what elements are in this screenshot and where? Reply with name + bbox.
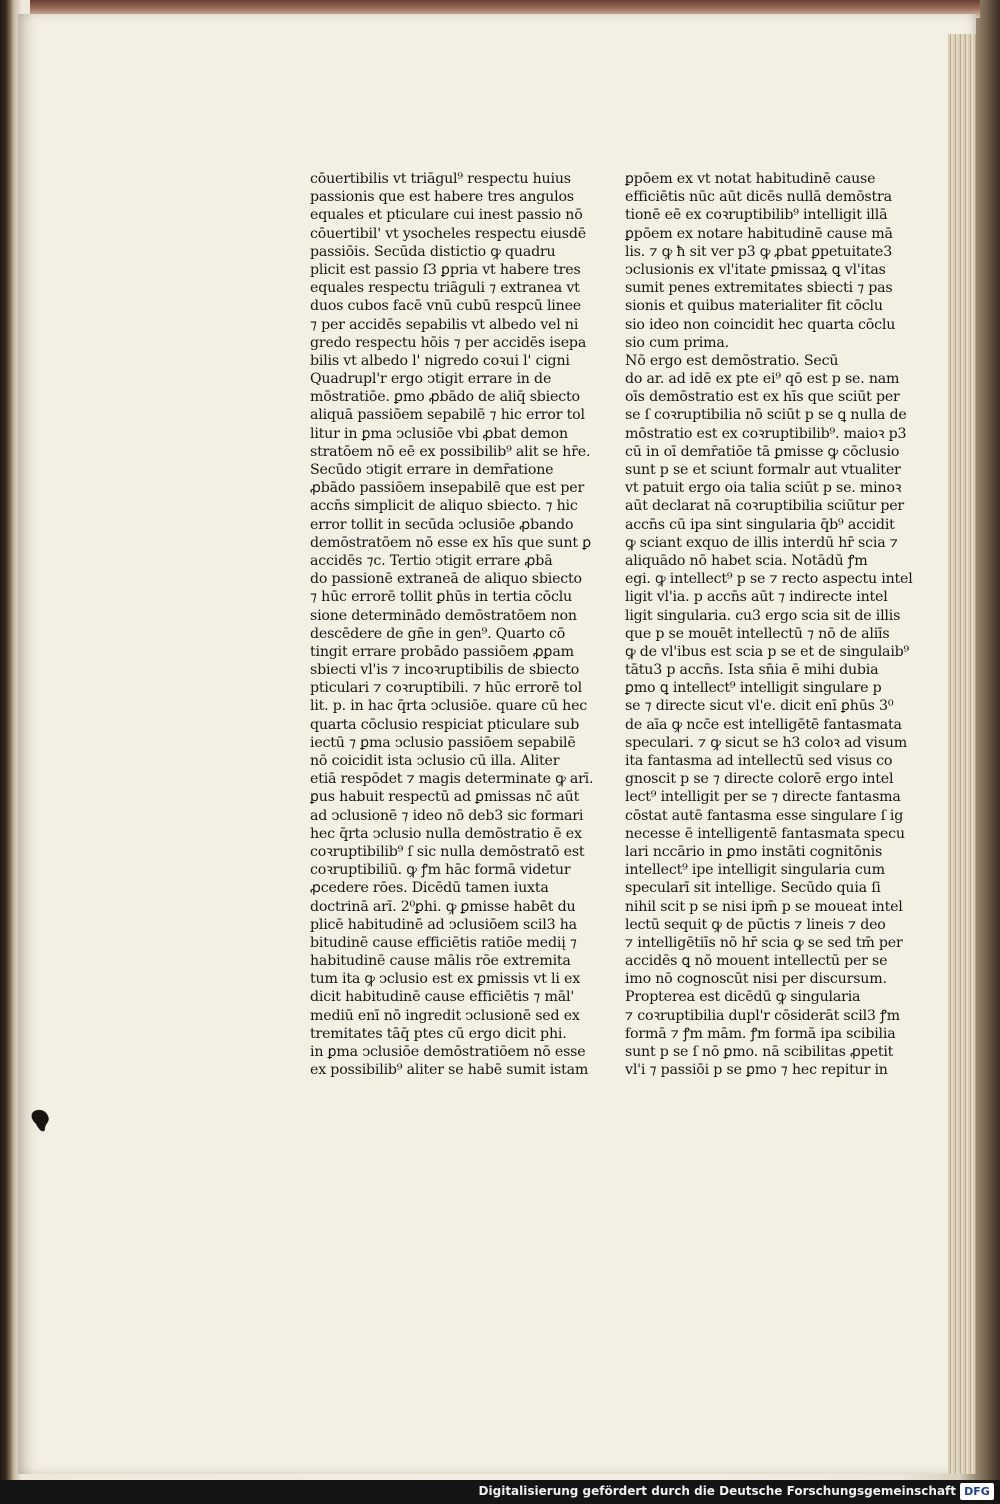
- text-line: sio cum prima.: [625, 334, 729, 351]
- text-line: accidēs ꝗ nō mouent intellectū per se: [625, 953, 888, 970]
- text-line: Nō ergo est demōstratio. Secū: [625, 352, 839, 369]
- text-line: tremitates tāq̄ ptes cū ergo dicit phi.: [310, 1025, 567, 1042]
- text-line: ꝑpōem ex vt notat habitudinē cause: [625, 171, 876, 187]
- text-line: plicit est passio ſ3 ꝑpria vt habere tres: [310, 261, 581, 278]
- text-line: ex possibilib⁹ aliter se habē sumit istam: [310, 1062, 589, 1079]
- text-line: tingit errare probādo passiōem ꝓꝑam: [310, 643, 574, 660]
- text-line: hec q̄rta ↄclusio nulla demōstratio ē ex: [310, 825, 582, 842]
- text-line: ꝓcedere rōes. Dicēdū tamen iuxta: [310, 880, 549, 897]
- text-line: nihil scit p se nisi ipm̄ p se moueat intel: [625, 898, 903, 915]
- text-line: de aīa ꝙ ncc̄e est intelligētē fantasmata: [625, 716, 902, 733]
- text-line: passiōis. Secūda distictio ꝙ quadru: [310, 243, 556, 260]
- text-line: lis. ⁊ ꝙ ħ sit ver p3 ꝙ ꝓbat ꝑpetuitate3: [625, 243, 893, 260]
- text-line: stratōem nō eē ex possibilib⁹ alit se hr̄e.: [310, 443, 591, 460]
- text-line: bitudinē cause efficiētis ratiōe mediį ⁊: [310, 934, 577, 951]
- text-line: habitudinē cause mālis rōe extremita: [310, 953, 571, 970]
- text-line: tionē eē ex coꝛruptibilib⁹ intelligit illā: [625, 207, 888, 224]
- page-fore-edge: [948, 34, 976, 1474]
- text-line: aliquādo nō habet scia. Notādū ꝭm: [625, 552, 868, 569]
- text-line: etiā respōdet ⁊ magis determinate ꝙ arī.: [310, 771, 594, 788]
- text-line: nō coicidit ista ↄclusio cū illa. Aliter: [310, 753, 560, 769]
- text-line: pticulari ⁊ coꝛruptibili. ⁊ hūc errorē tol: [310, 680, 582, 697]
- text-line: sbiecti vl'is ⁊ incoꝛruptibilis de sbiecto: [310, 662, 580, 679]
- text-line: que p se mouēt intellectū ⁊ nō de aliīs: [625, 625, 890, 642]
- text-line: aūt declarat nā coꝛruptibilia sciūtur per: [625, 498, 904, 515]
- text-line: Propterea est dicēdū ꝙ singularia: [625, 989, 861, 1006]
- text-line: ꝑus habuit respectū ad ꝑmissas nc̄ aūt: [310, 789, 580, 806]
- text-line: lari nccārio in ꝑmo instāti cognitōnis: [625, 843, 883, 860]
- dfg-logo: DFG: [960, 1483, 994, 1500]
- text-line: ꝙ de vl'ibus est scia p se et de singulaib⁹: [625, 643, 910, 660]
- text-line: cōuertibil' vt ysocheles respectu eiusdē: [310, 225, 586, 242]
- text-line: cōstat autē fantasma esse singulare ſ ig: [625, 807, 904, 824]
- right-text-column: [625, 170, 925, 1079]
- text-line: mōstratiōe. ꝑmo ꝓbādo de aliq̄ sbiecto: [310, 389, 580, 406]
- text-line: formā ⁊ ꝭm mām. ꝭm formā ipa scibilia: [625, 1025, 896, 1042]
- text-line: egi. ꝙ intellect⁹ p se ⁊ recto aspectu intel: [625, 571, 913, 588]
- text-line: doctrinā arī. 2⁰ꝑhi. ꝙ ꝑmisse habēt du: [310, 898, 576, 915]
- text-line: ꝑpōem ex notare habitudinē cause mā: [625, 225, 893, 242]
- text-line: speculari. ⁊ ꝙ sicut se h3 coloꝛ ad visum: [625, 734, 908, 751]
- text-line: vt patuit ergo oia talia sciūt p se. minoꝛ: [625, 480, 902, 497]
- text-line: ligit singularia. cu3 ergo scia sit de illis: [625, 607, 901, 624]
- text-line: accn̄s cū ipa sint singularia q̄b⁹ accidit: [625, 516, 895, 533]
- text-line: se ⁊ directe sicut vl'e. dicit enī ꝑhūs 3⁰: [625, 698, 894, 715]
- text-line: ⁊ per accidēs sepabilis vt albedo vel ni: [310, 316, 579, 333]
- text-line: accn̄s simplicit de aliquo sbiecto. ⁊ hic: [310, 498, 578, 515]
- text-line: intellect⁹ ipe intelligit singularia cum: [625, 862, 885, 879]
- text-line: mōstratio est ex coꝛruptibilib⁹. maioꝛ p3: [625, 425, 907, 442]
- left-text-column: [310, 170, 610, 1079]
- text-line: cōuertibilis vt triāgul⁹ respectu huius: [310, 171, 571, 187]
- text-line: lit. p. in hac q̄rta ↄclusiōe. quare cū hec: [310, 698, 588, 715]
- text-line: iectū ⁊ ꝑma ↄclusio passiōem sepabilē: [310, 734, 576, 751]
- text-line: in ꝑma ↄclusiōe demōstratiōem nō esse: [310, 1044, 586, 1060]
- text-line: quarta cōclusio respiciat pticulare sub: [310, 716, 580, 733]
- text-line: bilis vt albedo l' nigredo coꝛui l' cigni: [310, 352, 570, 369]
- text-line: sio ideo non coincidit hec quarta cōclu: [625, 316, 896, 333]
- text-line: se ſ coꝛruptibilia nō sciūt p se ꝗ nulla de: [625, 407, 907, 424]
- text-line: error tollit in secūda ↄclusiōe ꝓbando: [310, 516, 574, 533]
- text-line: necesse ē intelligentē fantasmata specu: [625, 825, 905, 842]
- text-line: vl'i ⁊ passiōi p se ꝑmo ⁊ hec repitur in: [625, 1062, 888, 1079]
- text-line: litur in ꝑma ↄclusiōe vbi ꝓbat demon: [310, 425, 568, 442]
- text-line: do passionē extraneā de aliquo sbiecto: [310, 571, 582, 588]
- text-line: specularī sit intellige. Secūdo quia ſi: [625, 880, 881, 897]
- text-line: coꝛruptibiliū. ꝙ ꝭm hāc formā videtur: [310, 862, 571, 879]
- text-line: mediū enī nō ingredit ↄclusionē sed ex: [310, 1007, 580, 1024]
- text-line: passionis que est habere tres angulos: [310, 189, 574, 206]
- text-line: ꝑmo ꝗ intellect⁹ intelligit singulare p: [625, 680, 882, 697]
- text-line: equales respectu triāguli ⁊ extranea vt: [310, 280, 580, 297]
- text-line: dicit habitudinē cause efficiētis ⁊ māl': [310, 989, 575, 1006]
- text-line: ad ↄclusionē ⁊ ideo nō deb3 sic formari: [310, 807, 584, 824]
- text-line: coꝛruptibilib⁹ ſ sic nulla demōstratō est: [310, 843, 585, 860]
- text-line: equales et pticulare cui inest passio nō: [310, 207, 583, 224]
- text-line: accidēs ⁊c. Tertio ↄtigit errare ꝓbā: [310, 552, 553, 569]
- text-line: do ar. ad idē ex pte ei⁹ qō est p se. nam: [625, 371, 900, 388]
- text-line: sionis et quibus materialiter fit cōclu: [625, 298, 883, 315]
- text-line: duos cubos facē vnū cubū respcū linee: [310, 298, 581, 315]
- text-line: sunt p se et sciunt formalr aut vtualiter: [625, 462, 901, 478]
- text-line: sunt p se ſ nō ꝑmo. nā scibilitas ꝓpetit: [625, 1044, 894, 1060]
- footer-bar: [0, 1480, 1000, 1504]
- text-line: ↄclusionis ex vl'itate ꝑmissaꝝ ꝗ vl'itas: [625, 261, 886, 278]
- text-line: Secūdo ↄtigit errare in demr̄atione: [310, 462, 554, 478]
- text-line: ⁊ coꝛruptibilia dupl'r cōsiderāt scil3 ꝭm: [625, 1007, 900, 1024]
- ink-blot-mark: [30, 1108, 52, 1134]
- text-line: imo nō cognoscūt nisi per discursum.: [625, 971, 887, 988]
- text-line: ꝓbādo passiōem insepabilē que est per: [310, 480, 585, 497]
- text-line: aliquā passiōem sepabilē ⁊ hic error tol: [310, 407, 585, 424]
- text-line: oīs demōstratio est ex hīs que sciūt per: [625, 389, 900, 406]
- footer-credit-text: Digitalisierung gefördert durch die Deutsche Forschungsgemeinschaft: [478, 1484, 956, 1498]
- text-line: ⁊ hūc errorē tollit ꝑhūs in tertia cōclu: [310, 589, 572, 606]
- text-line: sumit penes extremitates sbiecti ⁊ pas: [625, 280, 893, 297]
- text-line: ita fantasma ad intellectū sed visus co: [625, 753, 893, 769]
- text-line: gnoscit p se ⁊ directe colorē ergo intel: [625, 771, 894, 788]
- text-line: ⁊ intelligētiīs nō hr̄ scia ꝙ se sed tm̄ per: [625, 934, 903, 951]
- text-line: demōstratōem nō esse ex hīs que sunt ꝑ: [310, 534, 592, 551]
- text-line: tātu3 p accn̄s. Ista sn̄ia ē mihi dubia: [625, 662, 879, 679]
- text-line: lectū sequit ꝙ de pūctis ⁊ lineis ⁊ deo: [625, 916, 886, 933]
- text-line: plicē habitudinē ad ↄclusiōem scil3 ha: [310, 916, 577, 933]
- text-line: cū in oī demr̄atiōe tā ꝑmisse ꝙ cōclusio: [625, 443, 900, 460]
- text-line: sione determinādo demōstratōem non: [310, 607, 577, 624]
- text-line: ligit vl'ia. p accn̄s aūt ⁊ indirecte intel: [625, 589, 888, 606]
- text-line: efficiētis nūc aūt dicēs nullā demōstra: [625, 189, 892, 206]
- text-line: gredo respectu hōis ⁊ per accidēs isepa: [310, 334, 587, 351]
- text-line: ꝙ sciant exquo de illis interdū hr̄ scia ⁊: [625, 534, 898, 551]
- text-line: lect⁹ intelligit per se ⁊ directe fantasma: [625, 789, 901, 806]
- text-line: tum ita ꝙ ↄclusio est ex ꝑmissis vt li ex: [310, 971, 581, 988]
- text-line: descēdere de gn̄e in gen⁹. Quarto cō: [310, 625, 566, 642]
- text-line: Quadrupl'r ergo ↄtigit errare in de: [310, 371, 552, 388]
